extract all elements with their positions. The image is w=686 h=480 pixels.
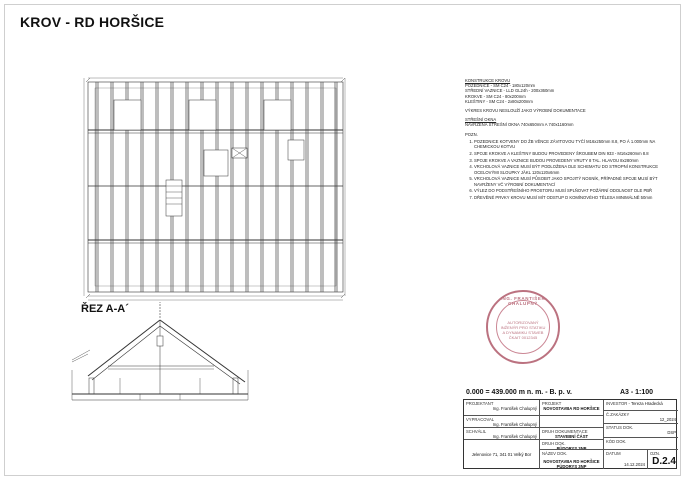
construction-notes	[465, 78, 670, 202]
address-cell	[464, 440, 540, 469]
druh-dokumentace-cell	[540, 428, 604, 440]
schvalil-cell	[464, 428, 540, 440]
remark-item: 6. VÝLEZ DO PODSTŘEŠNÍHO PROSTORU MUSÍ SPLŇOVAT POŽÁRNÍ ODOLNOST DLE PBŘ	[474, 188, 670, 193]
projektant-label: PROJEKTANT	[466, 401, 494, 406]
nazev-value-2: PŮDORYS 3NP	[556, 464, 587, 469]
investor-cell	[604, 400, 678, 411]
vypracoval-value: Ing. František Chalupný	[492, 422, 537, 427]
projekt-cell	[540, 400, 604, 416]
construction-line: POZEDNICE - SM C24 - 180x120mm	[465, 83, 536, 89]
datum-value: 14.12.2024	[624, 462, 645, 467]
stamp-name: ING. FRANTIŠEK CHALUPNÝ	[500, 296, 546, 306]
vypracoval-label: VYPRACOVAL	[466, 417, 495, 422]
status-value: DSP	[667, 430, 676, 435]
projekt-label: PROJEKT	[542, 401, 562, 406]
investor-label: INVESTOR	[606, 401, 628, 406]
ozn-value: D.2.4	[652, 456, 676, 467]
windows-text: NAVRŽENÁ STŘEŠNÍ OKNA 740x650mm A 740x1160mm	[465, 122, 574, 128]
remark-item: 1. POZEDNICE KOTVENY DO ŽB VĚNCE ZÁVITOVOU TYČÍ M16x250mm 8.8, PO Á 1.000mm NA CHEMICKOU KOTVU	[474, 139, 670, 149]
projekt-value: NOVOSTAVBA RD HORŠICE	[543, 406, 600, 411]
construction-line: KROKVE - SM C24 - 80x200mm	[465, 93, 526, 99]
datum-cell	[604, 450, 648, 469]
page-title: KROV - RD HORŠICE	[20, 14, 165, 30]
zakazka-value: 12_2024	[659, 417, 676, 422]
remark-item: 7. DŘEVĚNÉ PRVKY KROVU MUSÍ MÍT ODSTUP D KOMÍNOVÉHO TĚLESA MINIMÁLNĚ 50mm	[474, 195, 670, 200]
nazev-label: NÁZEV DOK.	[542, 451, 568, 456]
engineer-stamp	[486, 290, 560, 364]
ozn-label: OZN.	[650, 451, 661, 456]
drawing-note: VÝKRES KROVU NESLOUŽÍ JAKO VÝROBNÍ DOKUMENTACE	[465, 108, 586, 114]
stamp-text: AUTORIZOVANÝ INŽENÝR PRO STATIKU A DYNAMIKU STAVEB ČKAIT 0012345	[500, 320, 546, 340]
schvalil-label: SCHVÁLIL	[466, 429, 487, 434]
projektant-cell	[464, 400, 540, 416]
nazev-value-1: NOVOSTAVBA RD HORŠICE	[543, 459, 600, 464]
projektant-value: Ing. František Chalupný	[492, 406, 537, 411]
remarks-list	[465, 139, 670, 201]
status-cell	[604, 424, 678, 438]
investor-sep: -	[628, 401, 631, 406]
nazev-cell	[540, 450, 604, 469]
status-label: STATUS DOK.	[606, 425, 634, 430]
address-value: Jelenovice 71, 341 01 Velký Bor	[471, 452, 532, 457]
remark-item: 2. SPOJE KROKVE A KLEŠTINY BUDOU PROVEDENY ŠROUBEM DIN 933 - M16x260mm 8.8	[474, 151, 670, 156]
kod-cell	[604, 438, 678, 450]
remark-item: 5. VRCHOLOVÁ VAZNICE MUSÍ PŮSOBIT JAKO SPOJITÝ NOSNÍK, PŘÍPADNÉ SPOJE MUSÍ BÝT NAVRŽENY VČ VÝROBNÍ DOKUMENTACÍ	[474, 176, 670, 186]
zakazka-label: Č.ZAKÁZKY	[606, 412, 630, 417]
schvalil-value: Ing. František Chalupný	[492, 434, 537, 439]
investor-value: Tereza Hradecká	[631, 401, 663, 406]
zakazka-cell	[604, 411, 678, 424]
sheet-format-scale: A3 - 1:100	[620, 389, 654, 396]
druh-dok-value: PŮDORYS 3NP	[556, 446, 587, 450]
druh-dok-cell	[540, 440, 604, 450]
construction-heading: KONSTRUKCE KROVU	[465, 78, 511, 83]
section-label: ŘEZ A-A´	[81, 303, 129, 315]
roof-section	[72, 302, 248, 400]
druh-dok-label: DRUH DOK.	[542, 441, 566, 446]
remark-item: 3. SPOJE KROKVE A VAZNICE BUDOU PROVEDENY VRUTY 8 TAL. HLAVOU 8x280mm	[474, 158, 670, 163]
datum-label: DATUM	[606, 451, 621, 456]
remarks-heading: POZN.	[465, 131, 478, 137]
druh-dokumentace-label: DRUH DOKUMENTACE	[542, 429, 588, 434]
roof-plan	[84, 78, 345, 300]
remark-item: 4. VRCHOLOVÁ VAZNICE MUSÍ BÝT PODLOŽENA DLE SCHEMATU DO STROPNÍ KONSTRUKCE OCELOVÝMI SLOUPKY JÄKL 120x120x6mm	[474, 164, 670, 174]
vypracoval-cell	[464, 416, 540, 428]
elevation-reference: 0.000 = 439.000 m n. m. - B. p. v.	[466, 389, 572, 396]
windows-heading: STŘEŠNÍ OKNA	[465, 117, 497, 123]
kod-label: KÓD DOK.	[606, 439, 627, 444]
ozn-cell	[648, 450, 678, 469]
title-block	[463, 399, 677, 469]
empty-cell	[540, 416, 604, 428]
druh-dokumentace-value: STAVEBNÍ ČÁST	[554, 434, 589, 439]
construction-line: KLEŠTINY - SM C24 - 2x80x200mm	[465, 98, 533, 104]
construction-line: STŘEDNÍ VAZNICE - LLD GL24h - 200x360mm	[465, 88, 555, 94]
